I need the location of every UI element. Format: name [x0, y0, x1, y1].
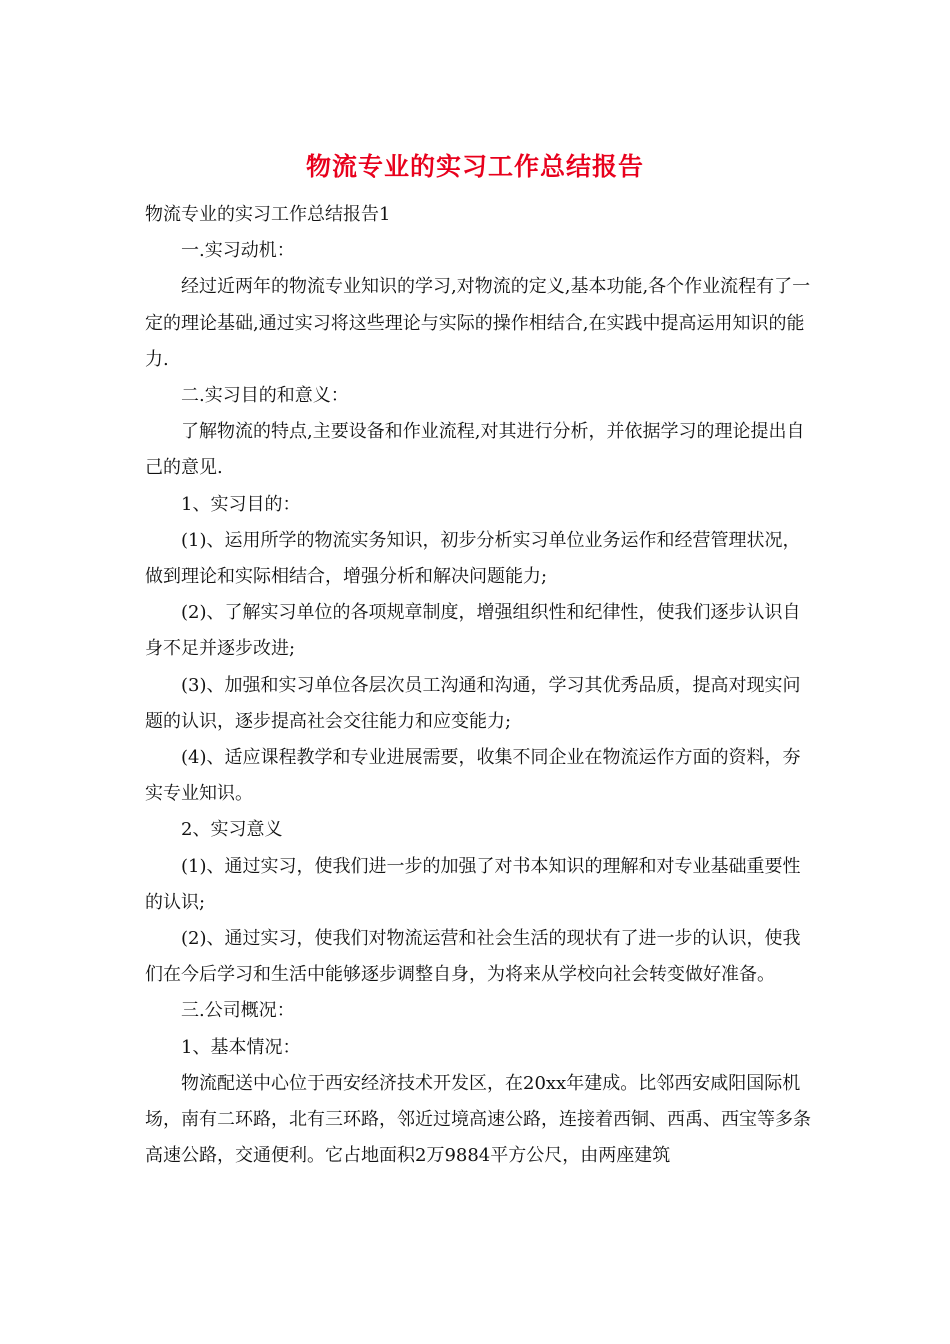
- section-heading-motivation: 一.实习动机：: [181, 240, 295, 262]
- paragraph-basic-info: 物流配送中心位于西安经济技术开发区，在20xx年建成。比邻西安咸阳国际机场，南有二环路，北有三环路，邻近过境高速公路，连接着西铜、西禹、西宝等多条高速公路，交通便利。它占地面积2万9884平方公尺，由两座建筑: [145, 1072, 811, 1167]
- subheading-significance: 2、实习意义: [181, 819, 283, 841]
- paragraph-purpose: 了解物流的特点,主要设备和作业流程,对其进行分析，并依据学习的理论提出自己的意见.: [145, 421, 805, 479]
- significance-item-2: (2)、通过实习，使我们对物流运营和社会生活的现状有了进一步的认识，使我们在今后学习和生活中能够逐步调整自身，为将来从学校向社会转变做好准备。: [145, 928, 801, 986]
- goal-item-4: (4)、适应课程教学和专业进展需要，收集不同企业在物流运作方面的资料，夯实专业知识。: [145, 747, 801, 805]
- goal-item-3: (3)、加强和实习单位各层次员工沟通和沟通，学习其优秀品质，提高对现实问题的认识，逐步提高社会交往能力和应变能力;: [145, 674, 801, 732]
- document-title: 物流专业的实习工作总结报告: [305, 152, 644, 181]
- goal-item-2: (2)、了解实习单位的各项规章制度，增强组织性和纪律性，使我们逐步认识自身不足并逐步改进;: [145, 602, 801, 660]
- goal-item-1: (1)、运用所学的物流实务知识，初步分析实习单位业务运作和经营管理状况，做到理论和实际相结合，增强分析和解决问题能力;: [145, 529, 801, 588]
- paragraph-motivation: 经过近两年的物流专业知识的学习,对物流的定义,基本功能,各个作业流程有了一定的理论基础,通过实习将这些理论与实际的操作相结合,在实践中提高运用知识的能力.: [145, 276, 811, 370]
- subheading-basic-info: 1、基本情况：: [181, 1036, 301, 1058]
- section-heading-company: 三.公司概况：: [181, 1000, 295, 1022]
- section-heading-purpose: 二.实习目的和意义：: [181, 385, 349, 407]
- document-body: [145, 197, 813, 1174]
- significance-item-1: (1)、通过实习，使我们进一步的加强了对书本知识的理解和对专业基础重要性的认识;: [145, 855, 801, 913]
- subheading-goals: 1、实习目的：: [181, 493, 301, 515]
- report-subtitle: 物流专业的实习工作总结报告1: [145, 204, 391, 225]
